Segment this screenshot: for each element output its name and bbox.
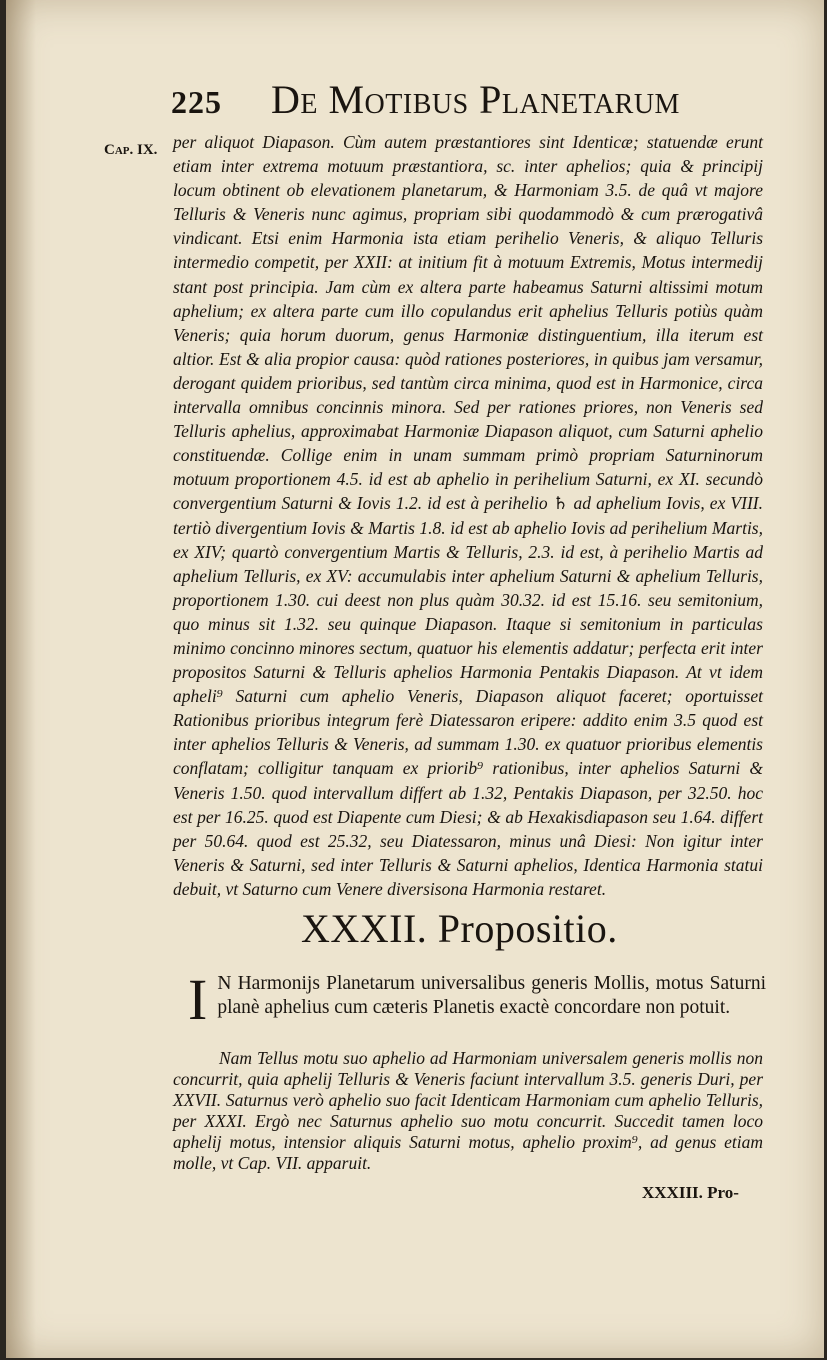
catchword: XXXIII. Pro- [642,1183,739,1202]
body-text: per aliquot Diapason. Cùm autem præstantiores sint Identicæ; statuendæ erunt etiam inter extrema motuum præstantiora, sc. inter aphelios; quia & principij locum obtinent ob elevationem planetarum, & Harmoniam 3.5. de quâ vt majore Telluris & Veneris nunc agimus, propriam sibi quodammodò & cum prærogativâ vindicant. Etsi enim Harmonia ista etiam perihelio Veneris, & aliquo Telluris intermedio competit, per XXII: at initium fit à motuum Extremis, Motus intermedij stant post principia. Jam cùm ex altera parte habeamus Saturni altissimi motum aphelium; ex altera parte cum illo copulandus erit aphelius Telluris potiùs quàm Veneris; quia horum duorum, genus Harmoniæ distinguentium, illa iterum est altior. Est & alia propior causa: quòd rationes posteriores, in quibus jam versamur, derogant quidem prioribus, sed tantùm circa minima, quod est in Harmonice, circa intervalla omnibus concinnis minora. Sed per rationes priores, non Veneris sed Telluris aphelius, approximabat Harmoniæ Diapason aliquot, cum Saturni aphelio constituendæ. Collige enim in unam summam primò propriam Saturninorum motuum proportionem 4.5. id est ab aphelio in perihelium Saturni, ex XI. secundò convergentium Saturni & Iovis 1.2. id est à perihelio ♄ ad aphelium Iovis, ex VIII. tertiò divergentium Iovis & Martis 1.8. id est ab aphelio Iovis ad perihelium Martis, ex XIV; quartò convergentium Martis & Telluris, 2.3. id est, à perihelio Martis ad aphelium Telluris, ex XV: accumulabis inter aphelium Saturni & aphelium Telluris, proportionem 1.30. cui deest non plus quàm 30.32. id est 15.16. seu semitonium, quo minus sit 1.32. seu quinque Diapason. Itaque si semitonium in particulas minimo concinno minores sectum, quatuor his elementis addatur; perfecta erit inter propositos Saturni & Telluris aphelios Harmonia Pentakis Diapason. At vt idem apheli⁹ Saturni cum aphelio Veneris, Diapason aliquot faceret; oportuisset Rationibus prioribus integrum ferè Diatessaron eripere: addito enim 3.5 quod est inter aphelios Telluris & Veneris, ad summam 1.30. ex quatuor prioribus elementis conflatam; colligitur tanquam ex priorib⁹ rationibus, inter aphelios Saturni & Veneris 1.50. quod intervallum differt ab 1.32, Pentakis Diapason, per 32.50. hoc est per 16.25. quod est Diapente cum Diesi; & ab Hexakisdiapason seu 1.64. differt per 50.64. quod est 25.32, seu Diatessaron, minus unâ Diesi: Non igitur inter Veneris & Saturni, sed inter Telluris & Saturni aphelios, Identica Harmonia statui debuit, vt Saturno cum Venere diversisona Harmonia restaret. [173,132,763,899]
proposition-heading: XXXII. Propositio. [301,906,618,951]
page-number: 225 [171,84,222,120]
proposition-explanation: Nam Tellus motu suo aphelio ad Harmoniam universalem generis mollis non concurrit, quia aphelij Telluris & Veneris faciunt intervallum 3.5. generis Duri, per XXVII. Saturnus verò aphelio suo facit Identicam Harmoniam cum aphelio Telluris, per XXXI. Ergò nec Saturnus aphelio suo motu concurrit. Succedit tamen loco aphelij motus, intensior aliquis Saturni motus, aphelio proxim⁹, ad genus etiam molle, vt Cap. VII. apparuit. [173,1048,763,1173]
chapter-margin-note: Cap. IX. [104,142,158,158]
proposition-enunciation [172,967,766,1032]
page-header [171,72,711,124]
drop-cap: I [188,967,208,1032]
running-title: De Motibus Planetarum [271,77,680,122]
book-page [6,0,824,1358]
enunciation-text: N Harmonijs Planetarum universalibus generis Mollis, motus Saturni planè aphelius cum cæteris Planetis exactè concordare non potuit. [217,973,766,1018]
